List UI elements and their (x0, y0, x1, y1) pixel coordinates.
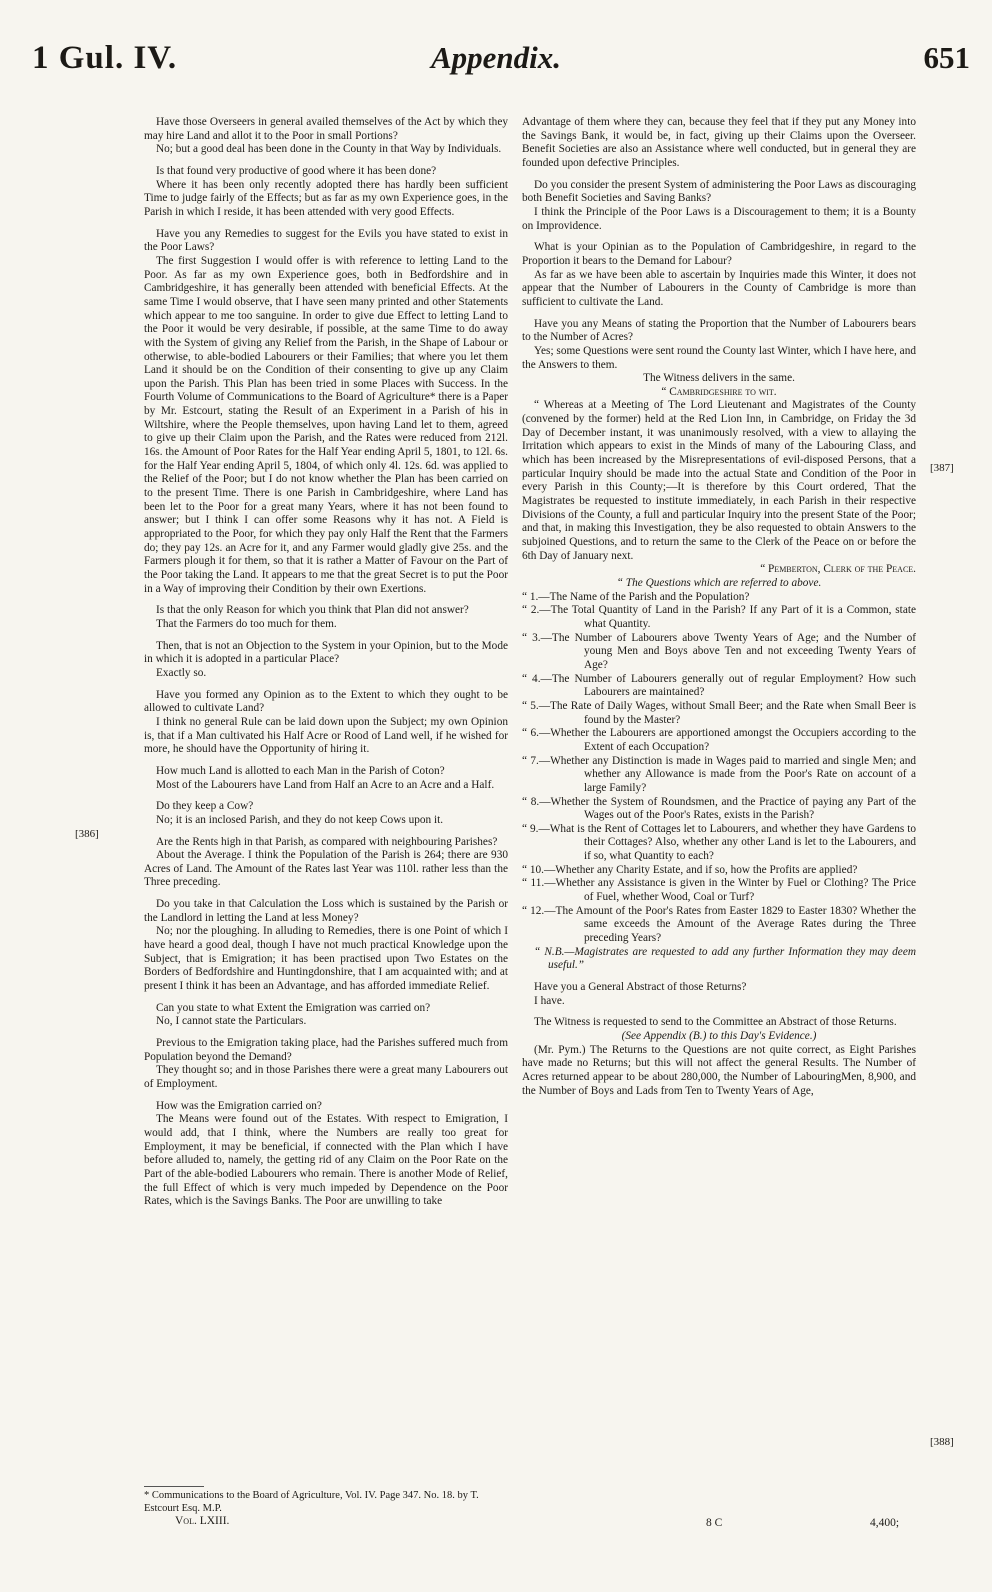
question-item: “ 1.—The Name of the Parish and the Population? (522, 590, 750, 603)
question-item: “ 11.—Whether any Assistance is given in the Winter by Fuel or Clothing? The Price of Fuel, whether Wood, Coal or Turf? (522, 877, 916, 904)
answer-paragraph: Advantage of them where they can, because they feel that if they put any Money into the Savings Bank, it would be, in fact, giving up their Claims upon the Overseer. Benefit Societies are also an Assistance where well conducted, but in general they are founded upon defective Principles. (522, 116, 916, 169)
question-paragraph: How was the Emigration carried on? (156, 1099, 322, 1112)
question-paragraph: Do you consider the present System of administering the Poor Laws as discouraging both Benefit Societies and Saving Banks? (522, 178, 916, 205)
answer-paragraph: The Means were found out of the Estates. With respect to Emigration, I would add, that I think, where the Numbers are really too great for Employment, it may be beneficial, if connected with the Plan which I have before alluded to, namely, the getting rid of any Claim on the Poor Rate on the Part of the able-bodied Labourers who remain. There is another Mode of Relief, the full Effect of which is very much impeded by Dependence on the Poor Rates, which is the Savings Banks. The Poor are unwilling to take (144, 1113, 508, 1208)
margin-note-387: [387] (930, 462, 954, 474)
answer-paragraph: They thought so; and in those Parishes there were a great many Labourers out of Employment. (144, 1064, 508, 1090)
question-item: “ 7.—Whether any Distinction is made in Wages paid to married and single Men; and whether any Allowance is made from the Poor's Rate on account of a large Family? (522, 754, 916, 794)
question-item: “ 12.—The Amount of the Poor's Rates from Easter 1829 to Easter 1830? Whether the same exceeds the Amount of the Average Rates during the Three preceding Years? (522, 904, 916, 945)
question-paragraph: Is that the only Reason for which you think that Plan did not answer? (156, 604, 469, 617)
answer-paragraph: Most of the Labourers have Land from Half an Acre to an Acre and a Half. (156, 778, 495, 791)
signature-mark: 8 C (706, 1517, 723, 1529)
witness-delivers: The Witness delivers in the same. (643, 372, 795, 385)
question-paragraph: Do they keep a Cow? (156, 800, 254, 813)
question-item: “ 5.—The Rate of Daily Wages, without Small Beer; and the Rate when Small Beer is found by the Master? (522, 699, 916, 726)
question-paragraph: How much Land is allotted to each Man in the Parish of Coton? (156, 764, 445, 777)
question-item: “ 2.—The Total Quantity of Land in the Parish? If any Part of it is a Common, state what Quantity. (522, 604, 916, 630)
answer-paragraph: I think no general Rule can be laid down upon the Subject; my own Opinion is, that if a Man cultivated his Half Acre or Rood of Land well, if he wished for more, he should have the Opportunity of hiring it. (144, 715, 508, 756)
question-paragraph: Are the Rents high in that Parish, as compared with neighbouring Parishes? (156, 835, 498, 848)
questions-heading: “ The Questions which are referred to above. (616, 577, 822, 589)
document-heading: “ Cambridgeshire to wit. (661, 385, 777, 398)
question-item: “ 9.—What is the Rent of Cottages let to Labourers, and whether they have Gardens to their Cottages? Also, whether any other Land is let to the Labourers, and if so, what Quantity to each? (522, 822, 916, 863)
closing-paragraph: (Mr. Pym.) The Returns to the Questions are not quite correct, as Eight Parishes have made no Returns; but this will not affect the general Results. The Number of Acres returned appear to be about 280,000, the Number of LabouringMen, 8,900, and the Number of Boys and Lads from Ten to Twenty Years of Age, (522, 1043, 916, 1097)
footnote-rule (144, 1486, 204, 1487)
question-item: “ 6.—Whether the Labourers are apportioned amongst the Occupiers according to the Extent of each Occupation? (522, 727, 916, 753)
question-paragraph: Previous to the Emigration taking place, had the Parishes suffered much from Population beyond the Demand? (144, 1037, 508, 1063)
question-item: “ 3.—The Number of Labourers above Twenty Years of Age; and the Number of young Men and Boys above Ten and not exceeding Twenty Years of Age? (522, 631, 916, 671)
question-item: “ 10.—Whether any Charity Estate, and if so, how the Profits are applied? (522, 863, 858, 876)
header-page-number: 651 (923, 40, 970, 75)
document-signature: “ Pemberton, Clerk of the Peace. (760, 563, 916, 576)
answer-paragraph: As far as we have been able to ascertain by Inquiries made this Winter, it does not appear that the Number of Labourers in the County of Cambridge is more than sufficient to cultivate the Land. (522, 268, 916, 308)
question-item: “ 4.—The Number of Labourers generally out of regular Employment? How such Labourers are maintained? (522, 672, 916, 699)
footnote: * Communications to the Board of Agriculture, Vol. IV. Page 347. No. 18. by T. Estcourt Esq. M.P. (144, 1490, 479, 1514)
question-paragraph: Have you any Means of stating the Proportion that the Number of Labourers bears to the Number of Acres? (522, 317, 916, 344)
answer-paragraph: That the Farmers do too much for them. (156, 617, 337, 630)
answer-paragraph: I have. (534, 994, 565, 1007)
answer-paragraph: No; nor the ploughing. In alluding to Remedies, there is one Point of which I have heard a good deal, though I have not much practical Knowledge upon the Subject, that is Emigration; it has been practised upon Two Estates on the Borders of Bedfordshire and Huntingdonshire, that I am acquainted with; and at present I think it has been an Advantage, and has afforded immediate Relief. (144, 925, 508, 993)
header-regnal-year: 1 Gul. IV. (32, 40, 178, 76)
question-paragraph: What is your Opinian as to the Population of Cambridgeshire, in regard to the Proportion it bears to the Demand for Labour? (522, 241, 916, 267)
appendix-reference: (See Appendix (B.) to this Day's Evidence.) (621, 1030, 817, 1042)
answer-paragraph: No; it is an inclosed Parish, and they do not keep Cows upon it. (156, 813, 444, 826)
question-paragraph: Have you a General Abstract of those Returns? (534, 981, 747, 994)
question-paragraph: Have you any Remedies to suggest for the Evils you have stated to exist in the Poor Laws? (144, 227, 508, 254)
committee-request: The Witness is requested to send to the Committee an Abstract of those Returns. (534, 1016, 897, 1029)
margin-note-386: [386] (75, 828, 99, 840)
answer-paragraph: No; but a good deal has been done in the County in that Way by Individuals. (156, 143, 502, 156)
right-column-evidence-bottom (522, 981, 916, 1008)
right-column-evidence (522, 116, 916, 372)
answer-paragraph: Exactly so. (156, 666, 207, 679)
question-paragraph: Have those Overseers in general availed themselves of the Act by which they may hire Land and allot it to the Poor in small Portions? (144, 116, 508, 142)
answer-paragraph: I think the Principle of the Poor Laws is a Discouragement to them; it is a Bounty on Improvidence. (522, 205, 916, 232)
document-body: “ Whereas at a Meeting of The Lord Lieutenant and Magistrates of the County (convened by the former) held at the Red Lion Inn, in Cambridge, on Friday the 3d Day of December instant, it was unanimously resolved, with a view to allaying the Irritation which appears to exist in the Minds of many of the Labouring Class, and which has been increased by the Misrepresentations of evil-disposed Persons, that a particular Inquiry should be made into the actual State and Condition of the Poor in every Parish in this County;—It is therefore by this Court ordered, That the Magistrates be requested to institute immediately, in each Parish in their respective Divisions of the County, a full and particular Inquiry into the present State of the Poor; and that, in making this Investigation, they be also requested to obtain Answers to the subjoined Questions, and to return the same to the Clerk of the Peace on or before the 6th Day of January next. (522, 399, 916, 562)
margin-note-388: [388] (930, 1436, 954, 1448)
question-paragraph: Do you take in that Calculation the Loss which is sustained by the Parish or the Landlord in letting the Land at less Money? (144, 898, 508, 924)
continuation-word: 4,400; (870, 1517, 900, 1529)
answer-paragraph: About the Average. I think the Population of the Parish is 264; there are 930 Acres of Land. The Amount of the Rates last Year was 110l. rather less than the Three preceding. (144, 849, 508, 889)
question-paragraph: Can you state to what Extent the Emigration was carried on? (156, 1001, 431, 1014)
answer-paragraph: No, I cannot state the Particulars. (156, 1015, 307, 1028)
question-item: “ 8.—Whether the System of Roundsmen, and the Practice of paying any Part of the Wages out of the Poor's Rates, exists in the Parish? (522, 795, 916, 822)
question-paragraph: Then, that is not an Objection to the System in your Opinion, but to the Mode in which it is adopted in a particular Place? (144, 639, 508, 666)
questions-list (522, 591, 916, 946)
header-title: Appendix. (430, 40, 562, 75)
answer-paragraph: The first Suggestion I would offer is with reference to letting Land to the Poor. As far as my own Experience goes, both in Bedfordshire and in Cambridgeshire, it has generally been attended with beneficial Effects. At the same Time I would observe, that I have seen many printed and other Statements which appear to me too sanguine. In order to give due Effect to letting Land to the Poor it would be very desirable, if possible, at the same Time to do away with the System of giving any Relief from the Parish, in the Shape of Labour or otherwise, to able-bodied Labourers or their Families; that where you let them Land it should be on the Condition of their consenting to give up any Claim upon the Parish. This Plan has been tried in some Places with Success. In the Fourth Volume of Communications to the Board of Agriculture* there is a Paper by Mr. Estcourt, stating the Result of an Experiment in a Parish of his in Wiltshire, where the People themselves, upon having Land let to them, agreed to give up their Claim upon the Parish, and the Rates were reduced from 212l. 16s. the Amount of Poor Rates for the Half Year ending April 5, 1801, to 12l. 6s. for the Half Year ending April 5, 1804, of which only 4l. 12s. 6d. was applied to the Relief of the Poor; but I do not know whether the Plan has been carried on to the present Time. There is one Parish in Cambridgeshire, where Land has been let to the Poor for a great many Years, where it has not been found to answer; but I think I can offer some Reasons why it has not. A Field is appropriated to the Poor, for which they pay only Half the Rent that the Farmers do; they pay 12s. an Acre for it, and any Farmer would gladly give 25s. and the Farmers plough it for them, so that it is rather a Matter of Favour on the Part of the Poor taking the Land. It appears to me that the great Secret is to put the Poor in a Way of improving their Condition by their own Exertions. (144, 254, 508, 595)
answer-paragraph: Where it has been only recently adopted there has hardly been sufficient Time to judge fairly of the Effects; but as far as my own Experience goes, in the Parish in which I reside, it has been attended with very good Effects. (144, 178, 508, 218)
question-paragraph: Have you formed any Opinion as to the Extent to which they ought to be allowed to cultivate Land? (144, 688, 508, 715)
answer-paragraph: Yes; some Questions were sent round the County last Winter, which I have here, and the Answers to them. (522, 344, 916, 371)
question-paragraph: Is that found very productive of good where it has been done? (156, 164, 437, 177)
right-column (522, 116, 916, 1472)
nb-note: “ N.B.—Magistrates are requested to add any further Information they may deem useful.” (534, 945, 916, 972)
volume-label: Vol. LXIII. (175, 1515, 230, 1527)
running-header (0, 40, 992, 90)
left-column (144, 116, 508, 1468)
